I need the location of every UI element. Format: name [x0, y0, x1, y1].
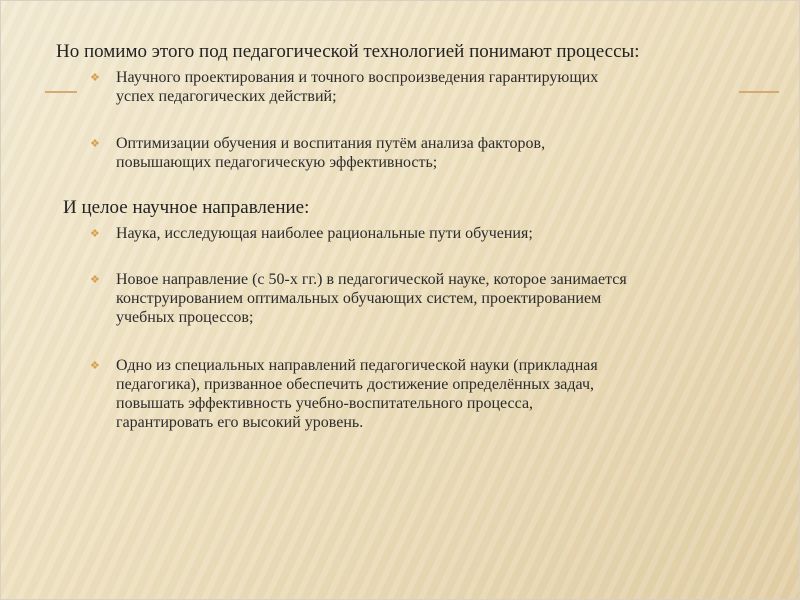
list-item-text [116, 270, 766, 327]
bullet-icon: ❖ [90, 360, 100, 372]
bullet-icon: ❖ [90, 228, 100, 240]
bullet-icon: ❖ [90, 274, 100, 286]
text-line: повышать эффективность учебно-воспитательного процесса, [116, 395, 534, 412]
text-line: Одно из специальных направлений педагогической науки (прикладная [116, 357, 598, 374]
text-line: успех педагогических действий; [116, 88, 337, 105]
decorative-rule-left [45, 91, 77, 93]
bullet-icon: ❖ [90, 72, 100, 84]
text-line: Новое направление (с 50-х гг.) в педагогической науке, которое занимается [116, 271, 627, 288]
text-line: учебных процессов; [116, 309, 254, 326]
section2-heading: И целое научное направление: [63, 197, 310, 218]
list-item-text [116, 68, 766, 106]
list-item-text [116, 134, 766, 172]
bullet-icon: ❖ [90, 138, 100, 150]
list-item-text [116, 224, 766, 243]
text-line: Наука, исследующая наиболее рациональные пути обучения; [116, 225, 533, 242]
section1-heading: Но помимо этого под педагогической технологией понимают процессы: [56, 41, 640, 62]
text-line: повышающих педагогическую эффективность; [116, 154, 438, 171]
text-line: Научного проектирования и точного воспроизведения гарантирующих [116, 69, 599, 86]
text-line: конструированием оптимальных обучающих систем, проектированием [116, 290, 602, 307]
text-line: гарантировать его высокий уровень. [116, 414, 364, 431]
text-line: педагогика), призванное обеспечить достижение определённых задач, [116, 376, 595, 393]
list-item-text [116, 356, 766, 432]
text-line: Оптимизации обучения и воспитания путём анализа факторов, [116, 135, 546, 152]
